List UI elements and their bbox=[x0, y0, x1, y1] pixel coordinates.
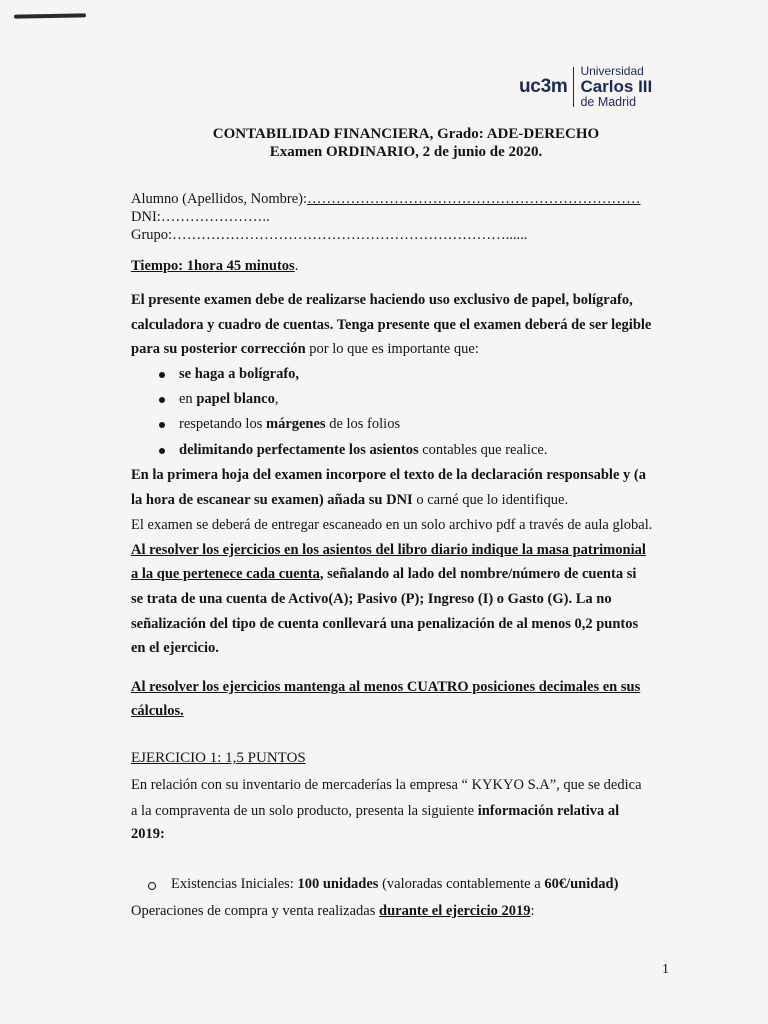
logo-divider bbox=[573, 67, 574, 107]
initial-stock-c: (valoradas contablemente a bbox=[378, 876, 545, 892]
student-name-label: Alumno (Apellidos, Nombre): bbox=[131, 191, 307, 207]
bullet-3-b: márgenes bbox=[265, 416, 326, 432]
dni-line bbox=[131, 209, 270, 226]
declaration-line-1: En la primera hoja del examen incorpore el texto de la declaración responsable y (a bbox=[131, 467, 646, 483]
initial-stock-a: Existencias Iniciales: bbox=[171, 876, 298, 892]
bullet-3 bbox=[179, 416, 400, 433]
exercise1-line-2-b: información relativa al bbox=[477, 803, 620, 819]
bullet-4-a: delimitando perfectamente los asientos bbox=[179, 442, 419, 458]
initial-stock-b: 100 unidades bbox=[297, 876, 379, 892]
time-end: . bbox=[294, 258, 299, 274]
scan-artifact bbox=[14, 13, 86, 18]
group-label: Grupo: bbox=[131, 227, 173, 243]
bullet-dot bbox=[159, 397, 165, 403]
bullet-dot bbox=[159, 448, 165, 454]
page-number: 1 bbox=[662, 962, 669, 977]
bullet-3-a: respetando los bbox=[179, 416, 266, 432]
rule1-line-5: en el ejercicio. bbox=[131, 640, 219, 656]
rule1-line-2-rest: , señalando al lado del nombre/número de cuenta si bbox=[319, 566, 637, 582]
exercise1-line-2 bbox=[131, 803, 619, 820]
rule1-line-2-underlined: a la que pertenece cada cuenta bbox=[131, 566, 320, 582]
initial-stock-line bbox=[171, 876, 618, 893]
operations-b: durante el ejercicio 2019 bbox=[379, 903, 531, 919]
operations-a: Operaciones de compra y venta realizadas bbox=[131, 903, 379, 919]
delivery-line: El examen se deberá de entregar escaneado en un solo archivo pdf a través de aula global. bbox=[131, 517, 653, 533]
rule1-line-3: se trata de una cuenta de Activo(A); Pasivo (P); Ingreso (I) o Gasto (G). La no bbox=[131, 591, 612, 607]
intro-line-3 bbox=[131, 341, 479, 358]
logo-line-1: Universidad bbox=[580, 64, 644, 79]
dni-field: ………………….. bbox=[160, 209, 270, 225]
student-name-field: …………………………………………………………… bbox=[307, 191, 641, 207]
operations-line bbox=[131, 903, 535, 920]
time-label: Tiempo: 1hora 45 minutos bbox=[131, 258, 295, 274]
student-name-line bbox=[131, 191, 641, 208]
bullet-2 bbox=[179, 391, 279, 408]
exam-subtitle: Examen ORDINARIO, 2 de junio de 2020. bbox=[269, 144, 543, 160]
intro-line-3-bold: para su posterior corrección bbox=[131, 341, 306, 357]
logo-text bbox=[580, 65, 652, 109]
rule1-line-1: Al resolver los ejercicios en los asientos del libro diario indique la masa patrimonial bbox=[131, 542, 646, 558]
group-line bbox=[131, 227, 527, 244]
bullet-2-b: papel blanco bbox=[196, 391, 275, 407]
bullet-2-c: , bbox=[274, 391, 279, 407]
dni-label: DNI: bbox=[131, 209, 161, 225]
logo-mark: uc3m bbox=[519, 76, 568, 97]
exercise1-line-3: 2019: bbox=[131, 826, 165, 842]
logo-line-3: de Madrid bbox=[580, 94, 637, 109]
operations-c: : bbox=[530, 903, 535, 919]
circle-bullet bbox=[148, 882, 156, 890]
group-field: ……………………………………………………………...... bbox=[172, 227, 528, 243]
bleed-through bbox=[140, 62, 217, 78]
bullet-1: se haga a bolígrafo, bbox=[179, 366, 300, 382]
rule1-line-4: señalización del tipo de cuenta conllevará una penalización de al menos 0,2 puntos bbox=[131, 616, 639, 632]
initial-stock-d: 60€/unidad) bbox=[544, 876, 619, 892]
declaration-line-2-rest: o carné que lo identifique. bbox=[412, 492, 569, 508]
bullet-dot bbox=[159, 372, 165, 378]
exercise1-heading: EJERCICIO 1: 1,5 PUNTOS bbox=[131, 750, 306, 766]
intro-line-3-rest: por lo que es importante que: bbox=[305, 341, 479, 357]
logo-line-2: Carlos III bbox=[580, 76, 653, 96]
declaration-line-2 bbox=[131, 492, 568, 509]
intro-line-1: El presente examen debe de realizarse haciendo uso exclusivo de papel, bolígrafo, bbox=[131, 292, 633, 308]
exam-title: CONTABILIDAD FINANCIERA, Grado: ADE-DERECHO bbox=[212, 126, 600, 142]
bullet-dot bbox=[159, 422, 165, 428]
bullet-3-c: de los folios bbox=[325, 416, 401, 432]
intro-line-2: calculadora y cuadro de cuentas. Tenga presente que el examen deberá de ser legible bbox=[131, 317, 652, 333]
declaration-line-2-bold: la hora de escanear su examen) añada su DNI bbox=[131, 492, 413, 508]
time-line bbox=[131, 258, 298, 275]
university-logo bbox=[519, 66, 652, 108]
rule2-line-1: Al resolver los ejercicios mantenga al menos CUATRO posiciones decimales en sus bbox=[131, 679, 641, 695]
exercise1-line-2-a: a la compraventa de un solo producto, presenta la siguiente bbox=[131, 803, 478, 819]
bullet-4 bbox=[179, 442, 547, 459]
exercise1-line-1: En relación con su inventario de mercaderías la empresa “ KYKYO S.A”, que se dedica bbox=[131, 777, 642, 793]
bullet-4-b: contables que realice. bbox=[418, 442, 548, 458]
rule2-line-2: cálculos. bbox=[131, 703, 184, 719]
rule1-line-2 bbox=[131, 566, 636, 583]
bullet-2-a: en bbox=[179, 391, 197, 407]
